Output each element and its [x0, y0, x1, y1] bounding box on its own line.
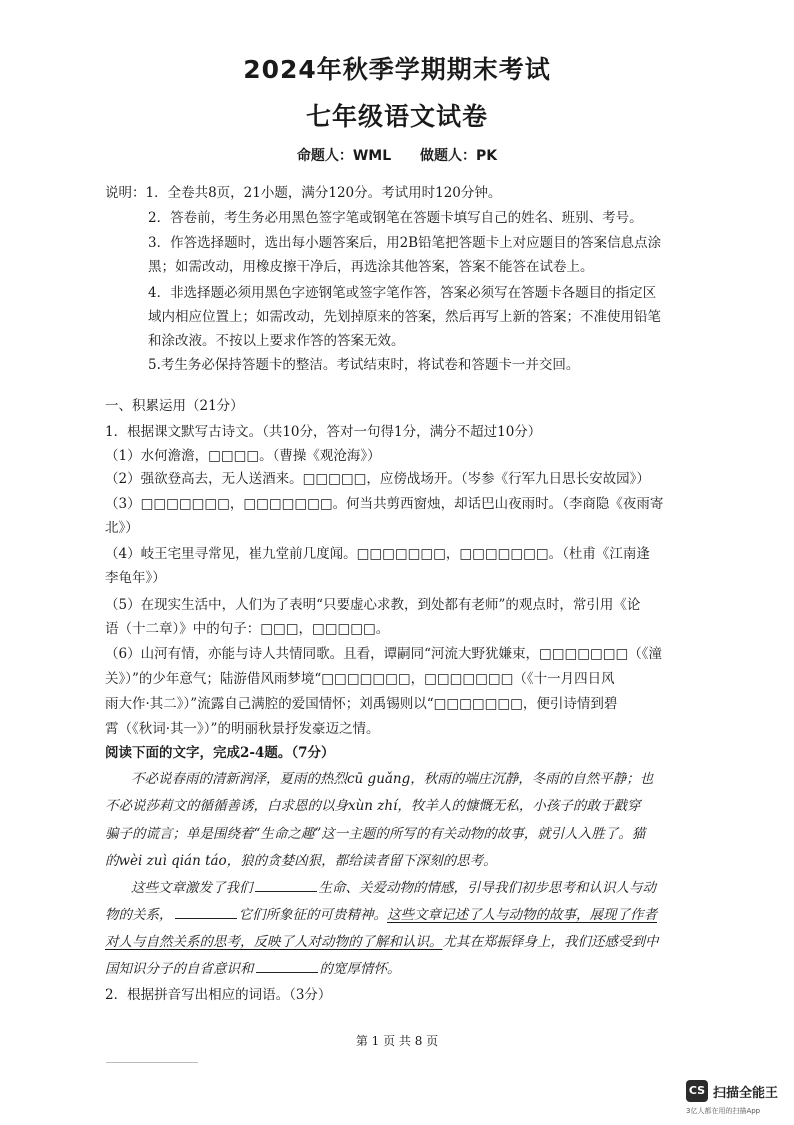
passage-text: 国知识分子的自省意识和 [105, 961, 254, 977]
q1-item-4: （4）岐王宅里寻常见，崔九堂前几度闻。□□□□□□□，□□□□□□□。（杜甫《江南逢 [105, 546, 650, 562]
q1-item-3: （3）□□□□□□□，□□□□□□□。何当共剪西窗烛，却话巴山夜雨时。（李商隐《夜雨寄 [105, 496, 664, 512]
underlined-sentence: 对人与自然关系的思考，反映了人对动物的了解和认识。 [105, 934, 443, 950]
scan-mark [106, 1062, 198, 1063]
page-number: 第 1 页 共 8 页 [355, 1034, 439, 1048]
instruction-5: 5.考生务必保持答题卡的整洁。考试结束时，将试卷和答题卡一并交回。 [148, 357, 580, 373]
exam-title: 2024年秋季学期期末考试 [243, 55, 551, 84]
passage-text: 它们所象征的可贵精神。 [238, 907, 387, 923]
answer-blank[interactable] [175, 906, 237, 919]
question-2-stem: 2．根据拼音写出相应的词语。（3分） [105, 987, 332, 1003]
scanner-watermark [686, 1080, 786, 1120]
q1-item-6: （6）山河有情，亦能与诗人共情同歌。且看，谭嗣同“河流大野犹嫌束，□□□□□□□（《潼 [105, 646, 663, 662]
instruction-3b: 黑；如需改动，用橡皮擦干净后，再选涂其他答案，答案不能答在试卷上。 [148, 259, 594, 275]
scanner-name: 扫描全能王 [713, 1086, 779, 1101]
scanner-logo-icon: CS [686, 1080, 708, 1102]
passage-line-5 [131, 878, 656, 898]
q1-item-5b: 语（十二章）》中的句子：□□□，□□□□□。 [105, 621, 390, 637]
passage-text: 物的关系， [105, 907, 173, 923]
reading-prompt: 阅读下面的文字，完成2-4题。（7分） [105, 745, 335, 761]
passage-line-6 [105, 905, 657, 925]
setter: 命题人：WML [296, 148, 392, 164]
instruction-4c: 和涂改液。不按以上要求作答的答案无效。 [148, 333, 405, 349]
instruction-3: 3．作答选择题时，选出每小题答案后，用2B铅笔把答题卡上对应题目的答案信息点涂 [148, 235, 662, 251]
passage-line-8 [105, 959, 401, 979]
solver: 做题人：PK [420, 148, 498, 164]
passage-text: 这些文章激发了我们 [131, 880, 253, 896]
q1-item-4b: 李龟年》） [105, 570, 166, 586]
q1-item-3b: 北》） [105, 520, 139, 536]
exam-subtitle: 七年级语文试卷 [305, 102, 488, 131]
authors-line [0, 145, 794, 165]
q1-item-6c: 雨大作·其二》）”流露自己满腔的爱国情怀；刘禹锡则以“□□□□□□□，便引诗情到碧 [105, 696, 618, 712]
q1-item-1: （1）水何澹澹，□□□□。（曹操《观沧海》） [105, 448, 381, 464]
passage-text: 生命、关爱动物的情感，引导我们初步思考和认识人与动 [318, 880, 656, 896]
q1-item-2: （2）强欲登高去，无人送酒来。□□□□□，应傍战场开。（岑参《行军九日思长安故园》） [105, 471, 650, 487]
q1-item-5: （5）在现实生活中，人们为了表明“只要虚心求教，到处都有老师”的观点时，常引用《论 [105, 597, 641, 613]
q1-item-6b: 关》）”的少年意气；陆游借风雨梦境“□□□□□□□，□□□□□□□（《十一月四日风 [105, 671, 615, 687]
answer-blank[interactable] [256, 960, 318, 973]
instruction-4: 4．非选择题必须用黑色字迹钢笔或签字笔作答，答案必须写在答题卡各题目的指定区 [148, 285, 657, 301]
passage-text: 尤其在郑振铎身上，我们还感受到中 [442, 934, 659, 950]
instruction-1: 说明：1．全卷共8页，21小题，满分120分。考试用时120分钟。 [105, 185, 502, 201]
passage-line-4: 的wèi zuì qián táo，狼的贪婪凶狠，都给读者留下深刻的思考。 [105, 853, 497, 869]
passage-line-1: 不必说春雨的清新润泽，夏雨的热烈cū guǎng，秋雨的端庄沉静，冬雨的自然平静；也 [131, 771, 654, 787]
q1-item-6d: 霄（《秋词·其一》）”的明丽秋景抒发豪迈之情。 [105, 721, 380, 737]
instruction-2: 2．答卷前，考生务必用黑色签字笔或钢笔在答题卡填写自己的姓名、班别、考号。 [148, 210, 643, 226]
underlined-sentence: 这些文章记述了人与动物的故事，展现了作者 [387, 907, 657, 923]
passage-line-2: 不必说莎莉文的循循善诱，白求恩的以身xùn zhí，牧羊人的慷慨无私，小孩子的敢于戳穿 [105, 798, 641, 814]
answer-blank[interactable] [255, 879, 317, 892]
scanner-tagline: 3亿人都在用的扫描App [686, 1107, 761, 1115]
question-1-stem: 1．根据课文默写古诗文。（共10分，答对一句得1分，满分不超过10分） [105, 424, 542, 440]
section-heading: 一、积累运用（21分） [105, 398, 244, 414]
passage-text: 的宽厚情怀。 [319, 961, 401, 977]
passage-line-3: 骗子的谎言；单是围绕着“生命之趣”这一主题的所写的有关动物的故事，就引人入胜了。猫 [105, 826, 646, 842]
instruction-4b: 域内相应位置上；如需改动，先划掉原来的答案，然后再写上新的答案；不准使用铅笔 [148, 309, 661, 325]
passage-line-7 [105, 932, 659, 952]
